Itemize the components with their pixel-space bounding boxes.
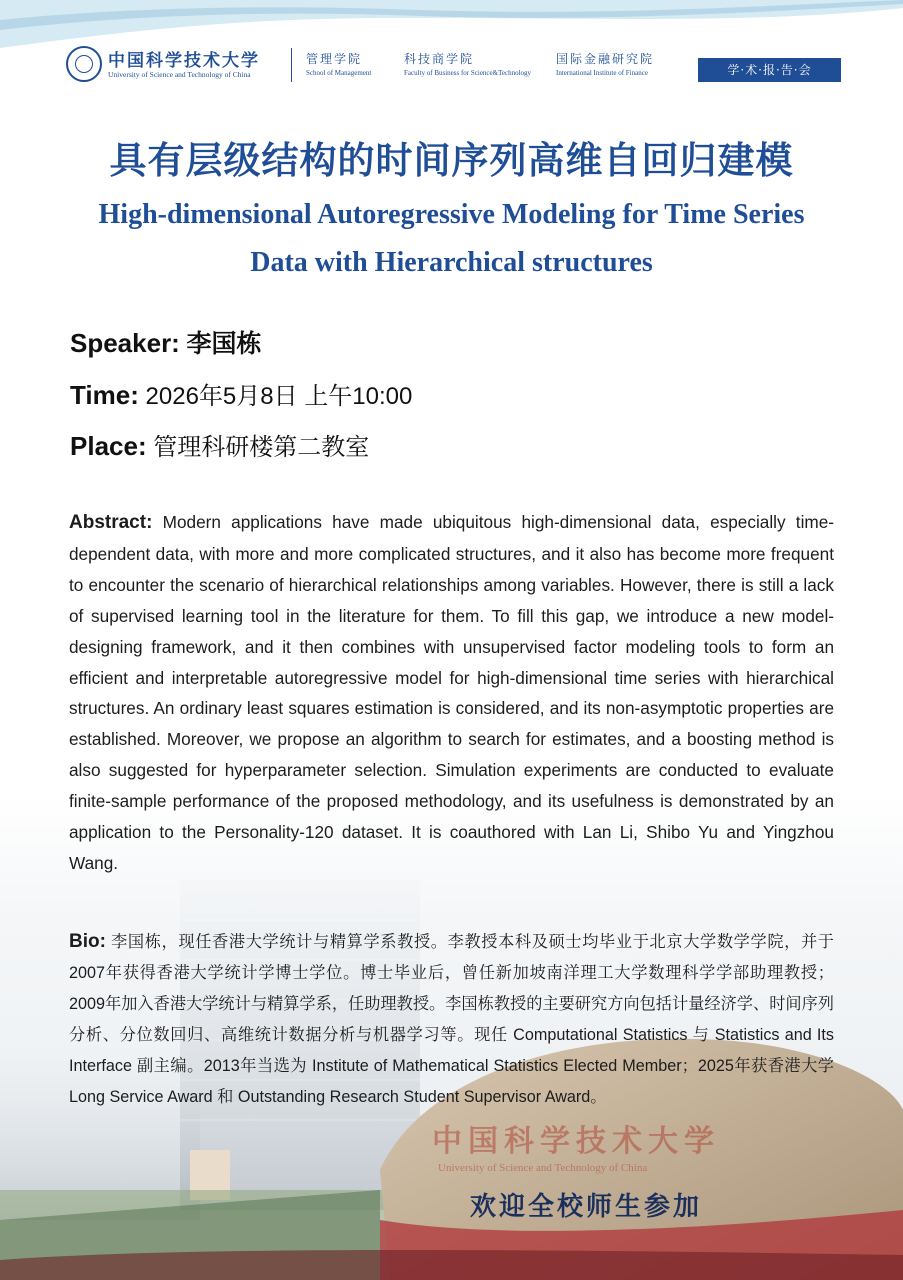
header-divider (291, 48, 292, 82)
lecture-badge: 学·术·报·告·会 (698, 58, 841, 82)
speaker-name: 李国栋 (186, 330, 262, 358)
place-value: 管理科研楼第二教室 (153, 434, 370, 461)
stone-engraving-cn: 中国科学技术大学 (432, 1124, 720, 1159)
bio-label: Bio: (69, 931, 106, 952)
title-en (40, 191, 863, 287)
school-finance-institute: 国际金融研究院 International Institute of Finance (556, 52, 655, 77)
place-label: Place: (70, 431, 147, 461)
title-en-line2: Data with Hierarchical structures (250, 247, 653, 278)
stone-engraving-en: University of Science and Technology of China (438, 1162, 648, 1174)
time-value: 2026年5月8日 上午10:00 (145, 383, 413, 410)
title-en-line1: High-dimensional Autoregressive Modeling for Time Series (98, 199, 805, 230)
speaker-row (70, 324, 262, 360)
university-name-en: University of Science and Technology of China (108, 70, 251, 79)
header (66, 44, 842, 86)
bio-text: 李国栋，现任香港大学统计与精算学系教授。李教授本科及硕士均毕业于北京大学数学学院，并于2007年获得香港大学统计学博士学位。博士毕业后，曾任新加坡南洋理工大学数理科学学部助理教授；2009年加入香港大学统计与精算学系，任助理教授。李国栋教授的主要研究方向包括计量经济学、时间序列分析、分位数回归、高维统计数据分析与机器学习等。现任 Computational Statistics 与 Statistics and Its Interface 副主编。2013年当选为 Institute of Mathematical Statistics Elected Member；2025年获香港大学 Long Service Award 和 Outstanding Research Student Supervisor Award。 (69, 933, 834, 1106)
school-business-science-tech: 科技商学院 Faculty of Business for Science&Technology (404, 52, 532, 77)
title-cn: 具有层级结构的时间序列高维自回归建模 (109, 138, 794, 182)
abstract-text: Modern applications have made ubiquitous high-dimensional data, especially time-dependent data, with more and more complicated structures, and it also has become more frequent to encounter the scenario of hierarchical relationships among variables. However, there is still a lack of supervised learning tool in the literature for them. To fill this gap, we introduce a new model-designing framework, and it then combines with unsupervised factor modeling tools to form an efficient and interpretable autoregressive model for high-dimensional time series with hierarchical structures. An ordinary least squares estimation is considered, and its non-asymptotic properties are established. Moreover, we propose an algorithm to search for estimates, and a boosting method is also suggested for hyperparameter selection. Simulation experiments are conducted to evaluate finite-sample performance of the proposed methodology, and its usefulness is demonstrated by an application to the Personality-120 dataset. It is coauthored with Lan Li, Shibo Yu and Yingzhou Wang. (69, 512, 834, 873)
abstract (69, 507, 834, 879)
bio (69, 927, 834, 1112)
speaker-label: Speaker: (70, 328, 180, 358)
time-row (70, 376, 412, 411)
time-label: Time: (70, 380, 139, 410)
university-seal-icon (66, 46, 102, 82)
place-row (70, 427, 369, 462)
school-management: 管理学院 School of Management (306, 52, 372, 77)
abstract-label: Abstract: (69, 512, 153, 533)
welcome-text: 欢迎全校师生参加 (470, 1192, 703, 1222)
university-name-cn: 中国科学技术大学 (108, 51, 260, 71)
